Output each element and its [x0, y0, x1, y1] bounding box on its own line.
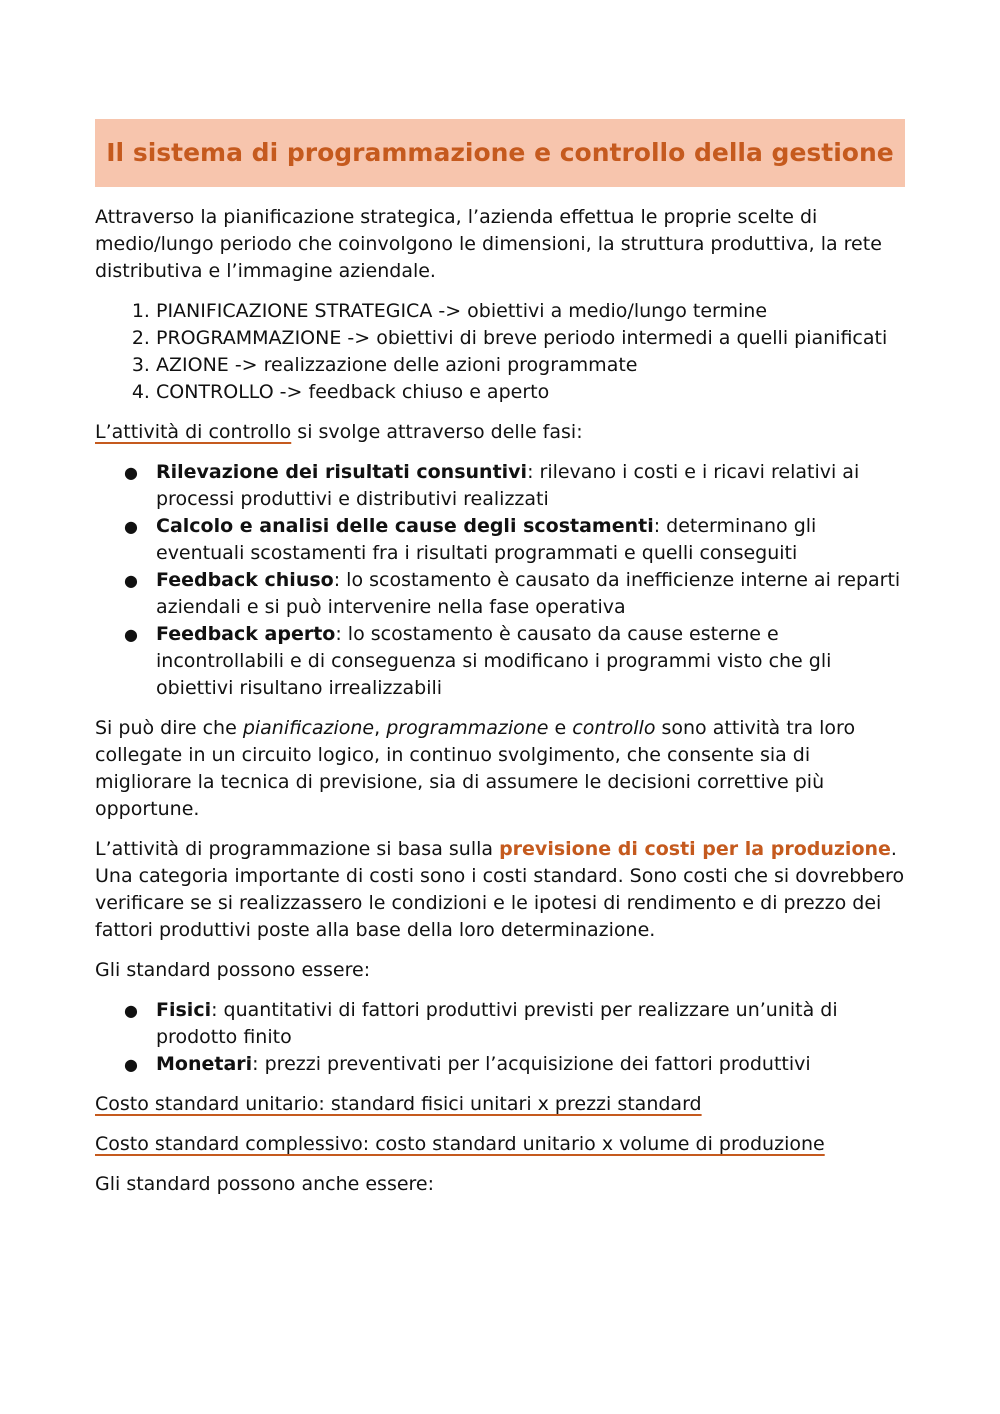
list-item: [124, 621, 905, 702]
step-term: Calcolo e analisi delle cause degli scostamenti: [156, 515, 654, 537]
programming-text: L’attività di programmazione si basa sulla: [95, 838, 500, 860]
standard-term: Fisici: [156, 999, 212, 1021]
circuit-text: ,: [374, 717, 387, 739]
step-term: Feedback chiuso: [156, 569, 334, 591]
standards-intro: Gli standard possono essere:: [95, 959, 371, 981]
phases-list: [95, 298, 905, 406]
standard-desc: : quantitativi di fattori produttivi previsti per realizzare un’unità di prodotto finito: [156, 999, 838, 1048]
step-desc: : determinano gli eventuali scostamenti fra i risultati programmati e quelli conseguiti: [156, 515, 817, 564]
phase-item: 1. PIANIFICAZIONE STRATEGICA -> obiettivi a medio/lungo termine: [156, 298, 905, 325]
bullet-icon: ●: [124, 625, 138, 644]
standards-more: Gli standard possono anche essere:: [95, 1173, 435, 1195]
cost-forecast-highlight: previsione di costi per la produzione: [499, 838, 891, 860]
circuit-text: Si può dire che: [95, 717, 243, 739]
bullet-icon: ●: [124, 1001, 138, 1020]
list-item: [124, 513, 905, 567]
circuit-italic: controllo: [572, 717, 656, 739]
formula-unit-cost: [95, 1091, 905, 1118]
phase-item: 2. PROGRAMMAZIONE -> obiettivi di breve periodo intermedi a quelli pianificati: [156, 325, 905, 352]
list-item: [124, 1051, 905, 1078]
control-intro-text: si svolge attraverso delle fasi:: [291, 421, 583, 443]
step-desc: : rilevano i costi e i ricavi relativi ai processi produttivi e distributivi realizzati: [156, 461, 860, 510]
page-title: Il sistema di programmazione e controllo della gestione: [106, 138, 894, 167]
list-item: [124, 997, 905, 1051]
formula-total-text: Costo standard complessivo: costo standard unitario x volume di produzione: [95, 1133, 825, 1155]
control-intro-paragraph: [95, 419, 905, 446]
bullet-icon: ●: [124, 517, 138, 536]
step-term: Rilevazione dei risultati consuntivi: [156, 461, 528, 483]
standard-term: Monetari: [156, 1053, 253, 1075]
circuit-italic: programmazione: [386, 717, 549, 739]
circuit-text: e: [548, 717, 573, 739]
programming-paragraph: [95, 836, 905, 944]
phase-item: 4. CONTROLLO -> feedback chiuso e aperto: [156, 379, 905, 406]
control-activity-underlined: L’attività di controllo: [95, 421, 292, 443]
title-banner: [95, 119, 905, 187]
control-steps-list: [95, 459, 905, 702]
circuit-text: sono attività tra loro collegate in un circuito logico, in continuo svolgimento, che consente sia di migliorare la tecnica di previsione, sia di assumere le decisioni correttive più opportune.: [95, 717, 856, 820]
intro-paragraph: Attraverso la pianificazione strategica, l’azienda effettua le proprie scelte di medio/lungo periodo che coinvolgono le dimensioni, la struttura produttiva, la rete distributiva e l’immagine aziendale.: [95, 206, 882, 282]
standards-list: [95, 997, 905, 1078]
bullet-icon: ●: [124, 463, 138, 482]
step-term: Feedback aperto: [156, 623, 336, 645]
list-item: [124, 459, 905, 513]
phase-item: 3. AZIONE -> realizzazione delle azioni programmate: [156, 352, 905, 379]
document-body: [95, 119, 905, 1211]
circuit-paragraph: [95, 715, 905, 823]
programming-text: . Una categoria importante di costi sono i costi standard. Sono costi che si dovrebbero verificare se si realizzassero le condizioni e le ipotesi di rendimento e di prezzo dei fattori produttivi poste alla base della loro determinazione.: [95, 838, 905, 941]
circuit-italic: pianificazione: [242, 717, 375, 739]
list-item: [124, 567, 905, 621]
bullet-icon: ●: [124, 571, 138, 590]
bullet-icon: ●: [124, 1055, 138, 1074]
standard-desc: : prezzi preventivati per l’acquisizione dei fattori produttivi: [252, 1053, 811, 1075]
step-desc: : lo scostamento è causato da inefficienze interne ai reparti aziendali e si può intervenire nella fase operativa: [156, 569, 901, 618]
formula-unit-text: Costo standard unitario: standard fisici unitari x prezzi standard: [95, 1093, 702, 1115]
step-desc: : lo scostamento è causato da cause esterne e incontrollabili e di conseguenza si modificano i programmi visto che gli obiettivi risultano irrealizzabili: [156, 623, 832, 699]
formula-total-cost: [95, 1131, 905, 1158]
